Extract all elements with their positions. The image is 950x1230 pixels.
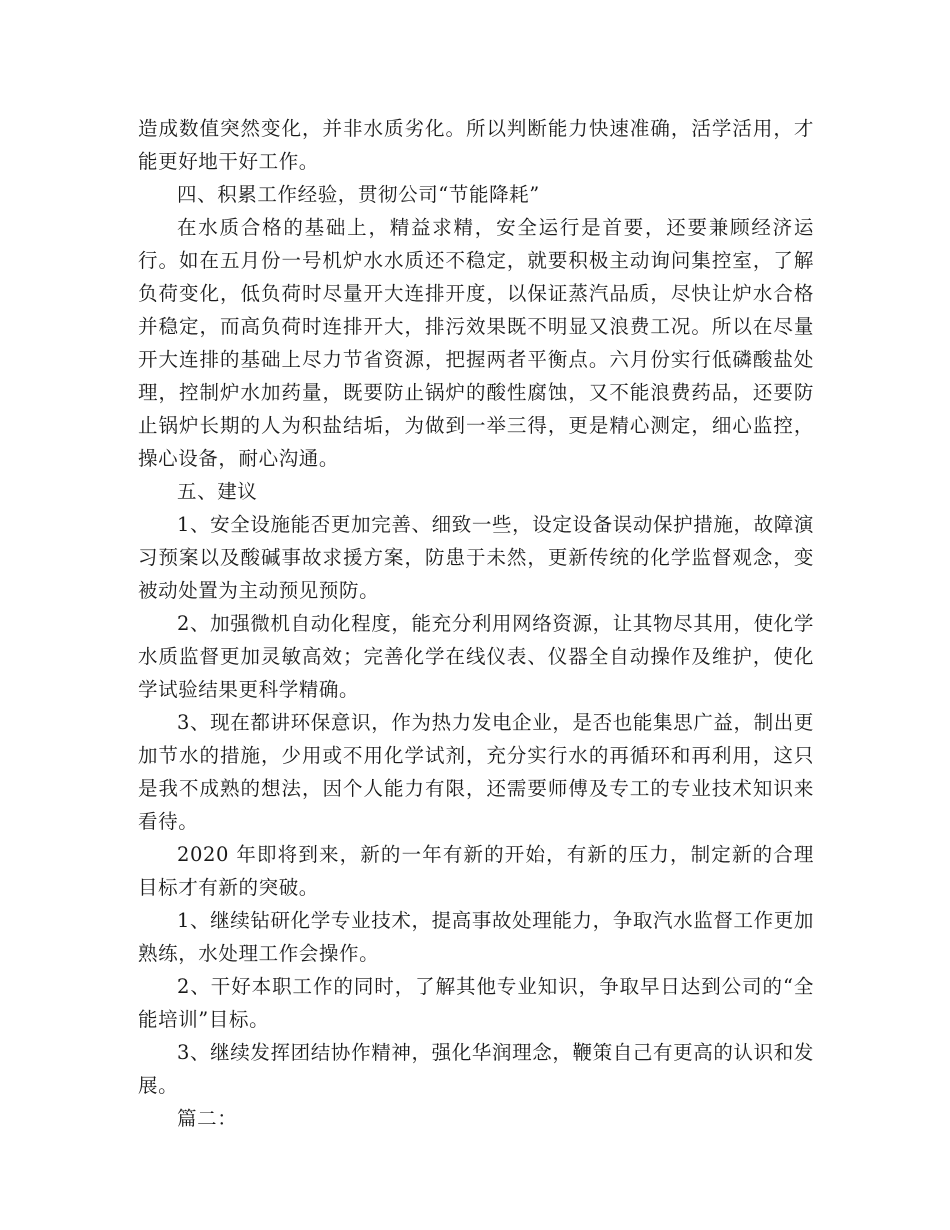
paragraph: 在水质合格的基础上，精益求精，安全运行是首要，还要兼顾经济运行。如在五月份一号机炉水水质还不稳定，就要积极主动询问集控室，了解负荷变化，低负荷时尽量开大连排开度，以保证蒸汽品质，尽快让炉水合格并稳定，而高负荷时连排开大，排污效果既不明显又浪费工况。所以在尽量开大连排的基础上尽力节省资源，把握两者平衡点。六月份实行低磷酸盐处理，控制炉水加药量，既要防止锅炉的酸性腐蚀，又不能浪费药品，还要防止锅炉长期的人为积盐结垢，为做到一举三得，更是精心测定，细心监控，操心设备，耐心沟通。 <box>138 216 814 470</box>
paragraph: 2020 年即将到来，新的一年有新的开始，有新的压力，制定新的合理目标才有新的突破。 <box>138 843 814 899</box>
section-heading: 篇二： <box>177 1107 238 1130</box>
list-item: 1、继续钻研化学专业技术，提高事故处理能力，争取汽水监督工作更加熟练，水处理工作会操作。 <box>138 909 814 965</box>
list-item: 3、现在都讲环保意识，作为热力发电企业，是否也能集思广益，制出更加节水的措施，少用或不用化学试剂，充分实行水的再循环和再利用，这只是我不成熟的想法，因个人能力有限，还需要师傅及专工的专业技术知识来看待。 <box>138 711 814 833</box>
list-item: 3、继续发挥团结协作精神，强化华润理念，鞭策自己有更高的认识和发展。 <box>138 1041 814 1097</box>
section-heading: 五、建议 <box>177 480 258 503</box>
list-item: 2、加强微机自动化程度，能充分利用网络资源，让其物尽其用，使化学水质监督更加灵敏高效；完善化学在线仪表、仪器全自动操作及维护，使化学试验结果更科学精确。 <box>138 612 814 701</box>
list-item: 2、干好本职工作的同时，了解其他专业知识，争取早日达到公司的“全能培训”目标。 <box>138 975 814 1031</box>
section-heading: 四、积累工作经验，贯彻公司“节能降耗” <box>177 183 540 206</box>
document-body <box>138 112 814 1135</box>
list-item: 1、安全设施能否更加完善、细致一些，设定设备误动保护措施，故障演习预案以及酸碱事故求援方案，防患于未然，更新传统的化学监督观念，变被动处置为主动预见预防。 <box>138 513 814 602</box>
paragraph: 造成数值突然变化，并非水质劣化。所以判断能力快速准确，活学活用，才能更好地干好工作。 <box>138 117 814 173</box>
